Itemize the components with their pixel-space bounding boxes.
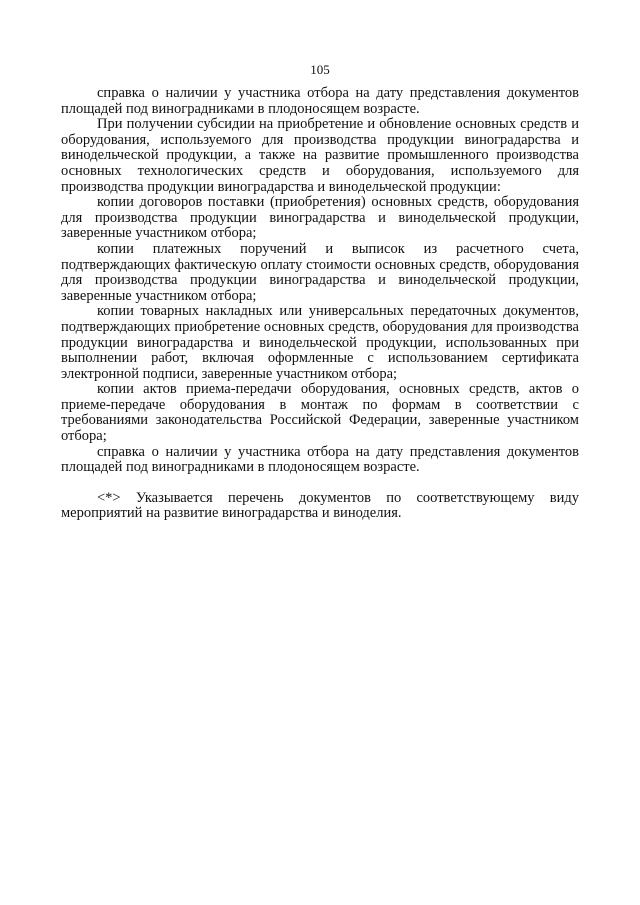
page-number: 105 (310, 62, 330, 77)
paragraph-certificate-area: справка о наличии у участника отбора на дату представления документов площадей под виноградниками в плодоносящем возрасте. (61, 85, 579, 117)
paragraph-acceptance-acts: копии актов приема-передачи оборудования, основных средств, актов о приеме-передаче оборудования в монтаж по формам в соответствии с требованиями законодательства Российской Федерации, заверенные участником отбора; (61, 381, 579, 445)
paragraph-subsidy-intro: При получении субсидии на приобретение и обновление основных средств и оборудования, используемого для производства продукции виноградарства и винодельческой продукции, а также на развитие промышленного производства основных технологических средств и оборудования, используемого для производства продукции виноградарства и винодельческой продукции: (61, 116, 579, 195)
paragraph-waybills: копии товарных накладных или универсальных передаточных документов, подтверждающих приобретение основных средств, оборудования для производства продукции виноградарства и винодельческой продукции, использованных при выполнении работ, включая оформленные с использованием сертификата электронной подписи, заверенные участником отбора; (61, 303, 579, 382)
paragraph-supply-contracts: копии договоров поставки (приобретения) основных средств, оборудования для производства продукции виноградарства и винодельческой продукции, заверенные участником отбора; (61, 194, 579, 242)
paragraph-certificate-area-2: справка о наличии у участника отбора на дату представления документов площадей под виноградниками в плодоносящем возрасте. (61, 443, 579, 476)
document-body (61, 86, 579, 522)
footnote-spacer (61, 476, 579, 491)
paragraph-payment-orders: копии платежных поручений и выписок из расчетного счета, подтверждающих фактическую оплату стоимости основных средств, оборудования для производства продукции виноградарства и винодельческой продукции, заверенные участником отбора; (61, 240, 579, 304)
footnote: <*> Указывается перечень документов по соответствующему виду мероприятий на развитие виноградарства и виноделия. (61, 489, 579, 522)
